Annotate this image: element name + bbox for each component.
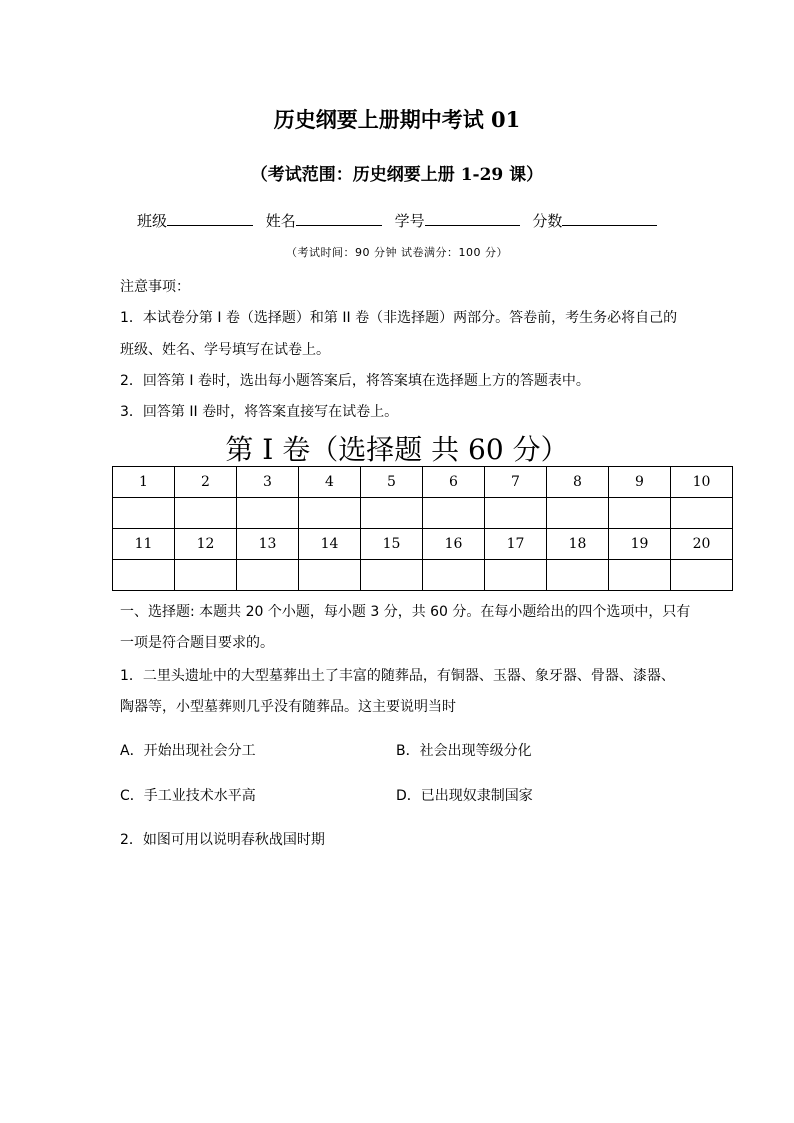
question-number-cell: 2 — [175, 467, 237, 498]
question-1-option-b[interactable]: B．社会出现等级分化 — [396, 743, 532, 759]
question-number-cell: 5 — [361, 467, 423, 498]
note-item-1-line-2: 班级、姓名、学号填写在试卷上。 — [120, 342, 330, 358]
note-item-3: 3．回答第 II 卷时，将答案直接写在试卷上。 — [120, 404, 399, 420]
answer-table-row — [113, 498, 733, 529]
question-number-cell: 10 — [671, 467, 733, 498]
answer-cell[interactable] — [485, 560, 547, 591]
question-number-cell: 16 — [423, 529, 485, 560]
class-label: 班级 — [137, 212, 168, 230]
question-number-cell: 19 — [609, 529, 671, 560]
question-number-cell: 13 — [237, 529, 299, 560]
answer-cell[interactable] — [547, 560, 609, 591]
answer-cell[interactable] — [671, 498, 733, 529]
question-number-cell: 8 — [547, 467, 609, 498]
answer-cell[interactable] — [609, 498, 671, 529]
question-number-cell: 15 — [361, 529, 423, 560]
answer-cell[interactable] — [423, 560, 485, 591]
answer-cell[interactable] — [113, 498, 175, 529]
question-1-option-c[interactable]: C．手工业技术水平高 — [120, 788, 256, 804]
exam-scope-subtitle: （考试范围：历史纲要上册 1-29 课） — [250, 165, 544, 185]
exam-title: 历史纲要上册期中考试 01 — [273, 107, 521, 132]
question-number-cell: 11 — [113, 529, 175, 560]
question-number-cell: 12 — [175, 529, 237, 560]
instructions-line-1: 一、选择题: 本题共 20 个小题，每小题 3 分，共 60 分。在每小题给出的四个选项中，只有 — [120, 604, 691, 620]
answer-table — [112, 466, 733, 591]
question-number-cell: 4 — [299, 467, 361, 498]
name-blank[interactable] — [296, 211, 382, 226]
student-id-label: 学号 — [394, 212, 425, 230]
exam-time-and-score: （考试时间：90 分钟 试卷满分：100 分） — [286, 246, 508, 259]
answer-table-row — [113, 529, 733, 560]
answer-cell[interactable] — [423, 498, 485, 529]
name-label: 姓名 — [265, 212, 296, 230]
notes-heading: 注意事项： — [120, 279, 190, 295]
answer-table-row — [113, 467, 733, 498]
question-number-cell: 1 — [113, 467, 175, 498]
question-1-stem-line-1: 1．二里头遗址中的大型墓葬出土了丰富的随葬品，有铜器、玉器、象牙器、骨器、漆器、 — [120, 668, 675, 684]
question-number-cell: 17 — [485, 529, 547, 560]
answer-table-row — [113, 560, 733, 591]
answer-cell[interactable] — [237, 560, 299, 591]
instructions-line-2: 一项是符合题目要求的。 — [120, 635, 274, 651]
answer-cell[interactable] — [175, 498, 237, 529]
answer-cell[interactable] — [485, 498, 547, 529]
question-1-option-d[interactable]: D．已出现奴隶制国家 — [396, 788, 533, 804]
note-item-2: 2．回答第 I 卷时，选出每小题答案后，将答案填在选择题上方的答题表中。 — [120, 373, 590, 389]
answer-cell[interactable] — [237, 498, 299, 529]
answer-cell[interactable] — [299, 560, 361, 591]
question-number-cell: 18 — [547, 529, 609, 560]
class-blank[interactable] — [167, 211, 253, 226]
question-2-stem: 2．如图可用以说明春秋战国时期 — [120, 832, 325, 848]
question-number-cell: 6 — [423, 467, 485, 498]
question-number-cell: 20 — [671, 529, 733, 560]
question-number-cell: 9 — [609, 467, 671, 498]
note-item-1-line-1: 1．本试卷分第 I 卷（选择题）和第 II 卷（非选择题）两部分。答卷前，考生务必将自己的 — [120, 310, 678, 326]
score-blank[interactable] — [562, 211, 657, 226]
question-number-cell: 14 — [299, 529, 361, 560]
question-1-option-a[interactable]: A．开始出现社会分工 — [120, 743, 256, 759]
question-number-cell: 3 — [237, 467, 299, 498]
answer-cell[interactable] — [299, 498, 361, 529]
answer-cell[interactable] — [361, 498, 423, 529]
student-info-line — [137, 210, 657, 231]
student-id-blank[interactable] — [425, 211, 520, 226]
answer-cell[interactable] — [175, 560, 237, 591]
section-one-heading: 第 I 卷（选择题 共 60 分） — [225, 433, 569, 466]
question-1-stem-line-2: 陶器等，小型墓葬则几乎没有随葬品。这主要说明当时 — [120, 699, 456, 715]
answer-cell[interactable] — [547, 498, 609, 529]
answer-cell[interactable] — [671, 560, 733, 591]
question-number-cell: 7 — [485, 467, 547, 498]
answer-cell[interactable] — [113, 560, 175, 591]
score-label: 分数 — [532, 212, 563, 230]
answer-cell[interactable] — [609, 560, 671, 591]
answer-cell[interactable] — [361, 560, 423, 591]
